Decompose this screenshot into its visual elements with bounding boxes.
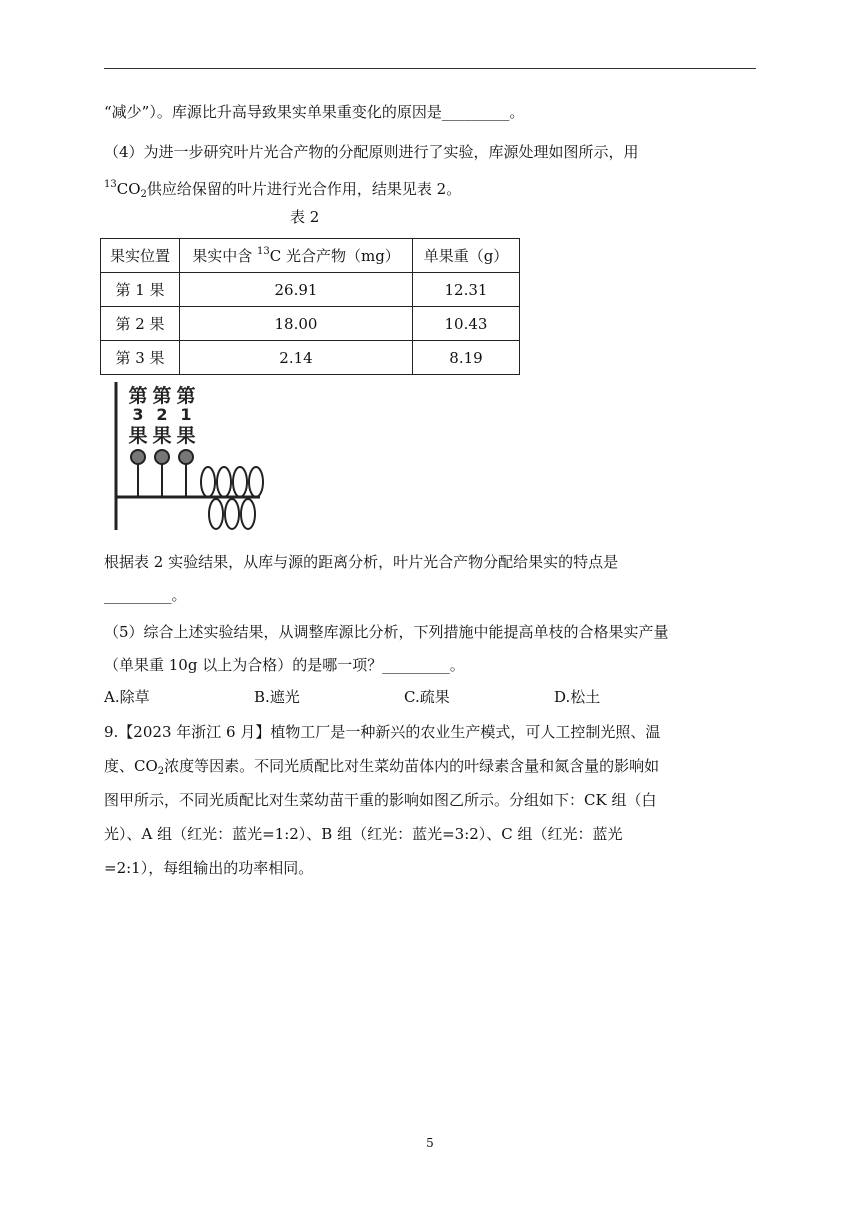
table-cell: 第 2 果: [101, 307, 180, 341]
option-c: C.疏果: [404, 688, 450, 706]
table-caption: 表 2: [290, 208, 320, 226]
label-fruit1-top: 第: [176, 385, 196, 407]
text-segment: 。: [509, 103, 525, 121]
fruit-3: [131, 450, 145, 497]
option-d: D.松土: [554, 688, 601, 706]
text-segment: 供应给保留的叶片进行光合作用，结果见表 2。: [146, 180, 462, 198]
text-line-4: 根据表 2 实验结果，从库与源的距离分析，叶片光合产物分配给果实的特点是: [104, 553, 619, 571]
table-cell: 12.31: [413, 273, 520, 307]
page-number: 5: [426, 1136, 434, 1150]
q9-line-2: [104, 756, 659, 782]
table-row: [101, 341, 520, 375]
label-fruit1-bot: 果: [176, 425, 196, 447]
table-row: [101, 273, 520, 307]
fruit-2: [155, 450, 169, 497]
superscript: 13: [104, 179, 117, 190]
q9-line-1: 9.【2023 年浙江 6 月】植物工厂是一种新兴的农业生产模式，可人工控制光照、温: [104, 723, 661, 741]
label-fruit2-top: 第: [152, 385, 172, 407]
text-segment: C 光合产物（mg）: [269, 247, 400, 265]
table-cell: 2.14: [180, 341, 413, 375]
header-cell: 果实位置: [101, 239, 180, 273]
text-segment: 度、CO: [104, 757, 158, 775]
table-cell: 8.19: [413, 341, 520, 375]
option-b: B.遮光: [254, 688, 300, 706]
header-rule: [104, 68, 756, 69]
option-a: A.除草: [104, 688, 150, 706]
label-fruit3-num: 3: [132, 405, 144, 424]
q9-line-4: 光）、A 组（红光：蓝光=1:2）、B 组（红光：蓝光=3:2）、C 组（红光：蓝光: [104, 825, 623, 843]
text-line-2: （4）为进一步研究叶片光合产物的分配原则进行了实验，库源处理如图所示，用: [104, 143, 639, 161]
table-cell: 第 1 果: [101, 273, 180, 307]
table-cell: 26.91: [180, 273, 413, 307]
table-header-row: [101, 239, 520, 273]
answer-blank: _________: [441, 103, 510, 121]
q9-line-3: 图甲所示，不同光质配比对生菜幼苗干重的影响如图乙所示。分组如下：CK 组（白: [104, 791, 657, 809]
superscript: 13: [256, 246, 270, 257]
text-segment: 浓度等因素。不同光质配比对生菜幼苗体内的叶绿素含量和氮含量的影响如: [164, 757, 660, 775]
text-line-6: （5）综合上述实验结果，从调整库源比分析，下列措施中能提高单枝的合格果实产量: [104, 623, 669, 641]
text-segment: CO: [116, 180, 141, 198]
label-fruit2-num: 2: [156, 405, 168, 424]
q9-line-5: =2:1），每组输出的功率相同。: [104, 859, 314, 877]
data-table: [100, 238, 520, 375]
label-fruit1-num: 1: [180, 405, 192, 424]
text-segment: “减少”）。库源比升高导致果实单果重变化的原因是: [104, 103, 442, 121]
branch-diagram: [100, 380, 275, 535]
label-fruit3-bot: 果: [128, 425, 148, 447]
text-line-3: [104, 175, 461, 205]
subscript: 2: [140, 189, 147, 200]
subscript: 2: [157, 766, 165, 777]
text-line-7: （单果重 10g 以上为合格）的是哪一项？_________。: [104, 656, 465, 674]
fruit-1: [179, 450, 193, 497]
table-row: [101, 307, 520, 341]
label-fruit2-bot: 果: [152, 425, 172, 447]
header-cell: 单果重（g）: [413, 239, 520, 273]
table-cell: 18.00: [180, 307, 413, 341]
text-line-1: [104, 102, 524, 122]
options-row: [104, 686, 664, 706]
label-fruit3-top: 第: [128, 385, 148, 407]
text-line-5: _________。: [104, 586, 187, 604]
table-cell: 第 3 果: [101, 341, 180, 375]
header-cell: [180, 239, 413, 273]
table-cell: 10.43: [413, 307, 520, 341]
text-segment: 果实中含: [192, 247, 257, 265]
